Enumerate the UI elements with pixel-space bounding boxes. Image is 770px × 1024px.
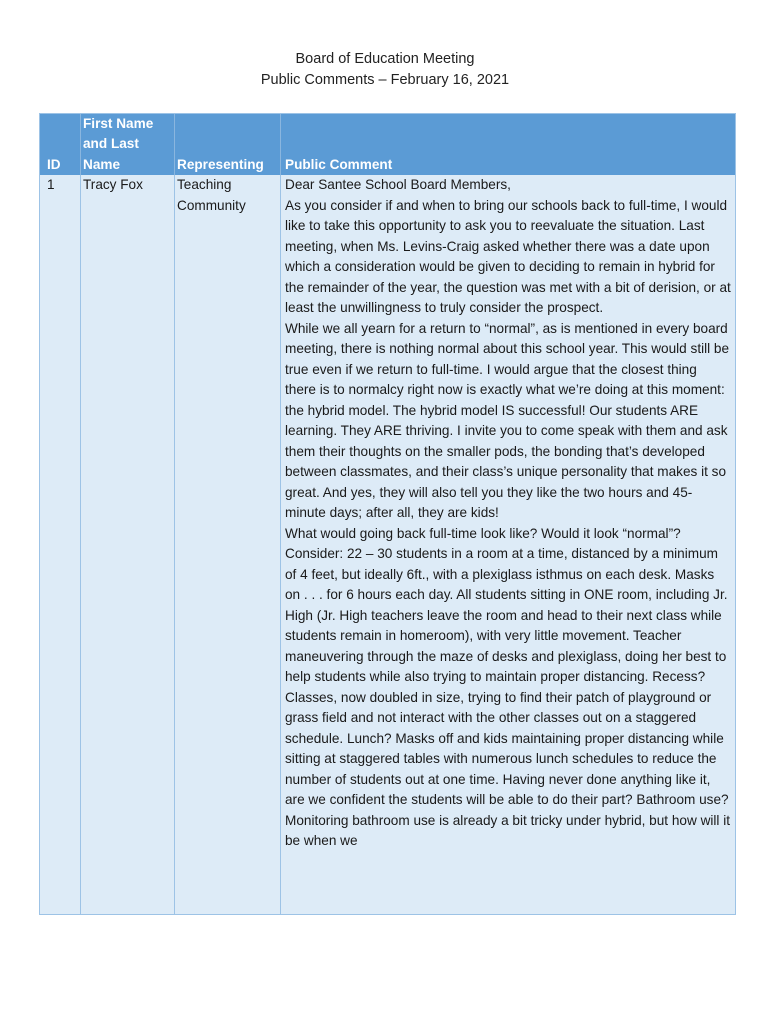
column-header-representing: Representing [174, 114, 280, 175]
table-row [40, 175, 735, 914]
cell-representing: Teaching Community [174, 175, 280, 914]
comment-paragraph: As you consider if and when to bring our schools back to full-time, I would like to take this opportunity to ask you to reevaluate the situation. Last meeting, when Ms. Levins-Craig asked whether there was a date upon which a consideration would be given to deciding to remain in hybrid for the remainder of the year, the question was met with a bit of derision, or at least the unwillingness to truly consider the prospect. [285, 197, 731, 315]
comment-paragraph: What would going back full-time look like? Would it look “normal”? Consider: 22 – 30 students in a room at a time, distanced by a minimum of 4 feet, but ideally 6ft., with a plexiglass isthmus on each desk. Masks on . . . for 6 hours each day. All students sitting in ONE room, including Jr. High (Jr. High teachers leave the room and head to their next class while students remain in homeroom), with very little movement. Teacher maneuvering through the maze of desks and plexiglass, doing her best to help students while also trying to maintain proper distancing. Recess? Classes, now doubled in size, trying to find their patch of playground or grass field and not interact with the other classes out on a staggered schedule. Lunch? Masks off and kids maintaining proper distancing while sitting at staggered tables with numerous lunch schedules to reduce the number of students out at one time. Having never done anything like it, are we confident the students will be able to do their part? Bathroom use? Monitoring bathroom use is already a bit tricky under hybrid, but how will it be when we [285, 525, 731, 848]
comment-paragraph: While we all yearn for a return to “normal”, as is mentioned in every board meeting, there is nothing normal about this school year. This would still be true even if we return to full-time. I would argue that the closest thing there is to normalcy right now is exactly what we’re doing at this moment: the hybrid model. The hybrid model IS successful! Our students ARE learning. They ARE thriving. I invite you to come speak with them and ask them their thoughts on the smaller pods, the bonding that’s developed between classmates, and their class’s unique personality that makes it so great. And yes, they will also tell you they like the two hours and 45-minute days; after all, they are kids! [285, 320, 730, 520]
cell-id: 1 [47, 177, 55, 192]
column-header-comment: Public Comment [280, 114, 735, 175]
public-comments-table [39, 113, 736, 915]
cell-name: Tracy Fox [80, 175, 174, 914]
cell-comment [280, 175, 735, 914]
comment-paragraph: Dear Santee School Board Members, [285, 177, 511, 192]
document-title [0, 49, 770, 91]
table-header-row [40, 114, 735, 175]
title-line-2: Public Comments – February 16, 2021 [260, 72, 510, 88]
column-header-name: First Name and Last Name [80, 114, 174, 175]
title-line-1: Board of Education Meeting [295, 51, 475, 67]
column-header-id: ID [47, 156, 61, 172]
